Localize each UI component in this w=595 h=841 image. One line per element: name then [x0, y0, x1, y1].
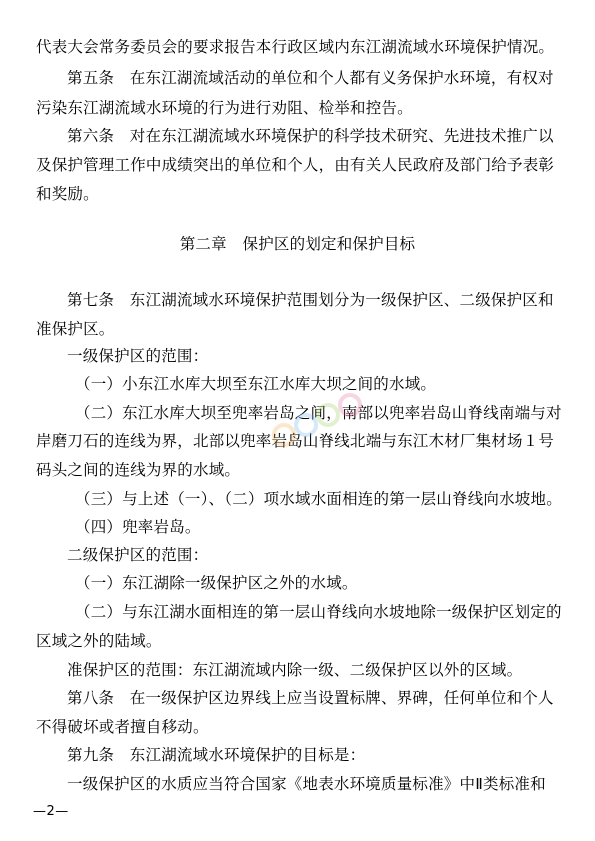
text-line: （二）东江水库大坝至兜率岩岛之间，南部以兜率岩岛山脊线南端与对 — [75, 404, 562, 422]
text-line: 第九条 东江湖流域水环境保护的目标是： — [67, 746, 366, 764]
text-line: 岸磨刀石的连线为界，北部以兜率岩岛山脊线北端与东江木材厂集材场１号 — [36, 432, 555, 450]
text-line: 第八条 在一级保护区边界线上应当设置标牌、界碑，任何单位和个人 — [67, 689, 554, 707]
text-line: （二）与东江湖水面相连的第一层山脊线向水坡地除一级保护区划定的 — [75, 603, 562, 621]
text-line: 污染东江湖流域水环境的行为进行劝阻、检举和控告。 — [36, 99, 413, 117]
text-line: （一）东江湖除一级保护区之外的水域。 — [75, 574, 358, 592]
text-line: 代表大会常务委员会的要求报告本行政区域内东江湖流域水环境保护情况。 — [36, 38, 555, 56]
text-line: 第六条 对在东江湖流域水环境保护的科学技术研究、先进技术推广以 — [67, 127, 554, 145]
text-line: 码头之间的连线为界的水域。 — [36, 461, 241, 479]
text-line: 不得破坏或者擅自移动。 — [36, 718, 209, 736]
text-line: 一级保护区的范围： — [67, 347, 209, 365]
text-line: 和奖励。 — [36, 185, 99, 203]
text-line: 一级保护区的水质应当符合国家《地表水环境质量标准》中Ⅱ类标准和 — [67, 775, 546, 793]
text-line: 准保护区。 — [36, 320, 115, 338]
text-line: （一）小东江水库大坝至东江水库大坝之间的水域。 — [75, 375, 437, 393]
chapter-heading: 第二章 保护区的划定和保护目标 — [179, 235, 416, 253]
text-line: 及保护管理工作中成绩突出的单位和个人，由有关人民政府及部门给予表彰 — [36, 156, 555, 174]
text-line: （四）兜率岩岛。 — [75, 518, 201, 536]
text-line: 准保护区的范围：东江湖流域内除一级、二级保护区以外的区域。 — [67, 661, 523, 679]
text-line: 第五条 在东江湖流域活动的单位和个人都有义务保护水环境，有权对 — [67, 69, 554, 87]
text-line: 区域之外的陆域。 — [36, 632, 162, 650]
text-line: 二级保护区的范围： — [67, 546, 209, 564]
page-number: —2— — [33, 804, 69, 819]
text-line: 第七条 东江湖流域水环境保护范围划分为一级保护区、二级保护区和 — [67, 291, 554, 309]
text-line: （三）与上述（一）、（二）项水域水面相连的第一层山脊线向水坡地。 — [75, 490, 562, 508]
